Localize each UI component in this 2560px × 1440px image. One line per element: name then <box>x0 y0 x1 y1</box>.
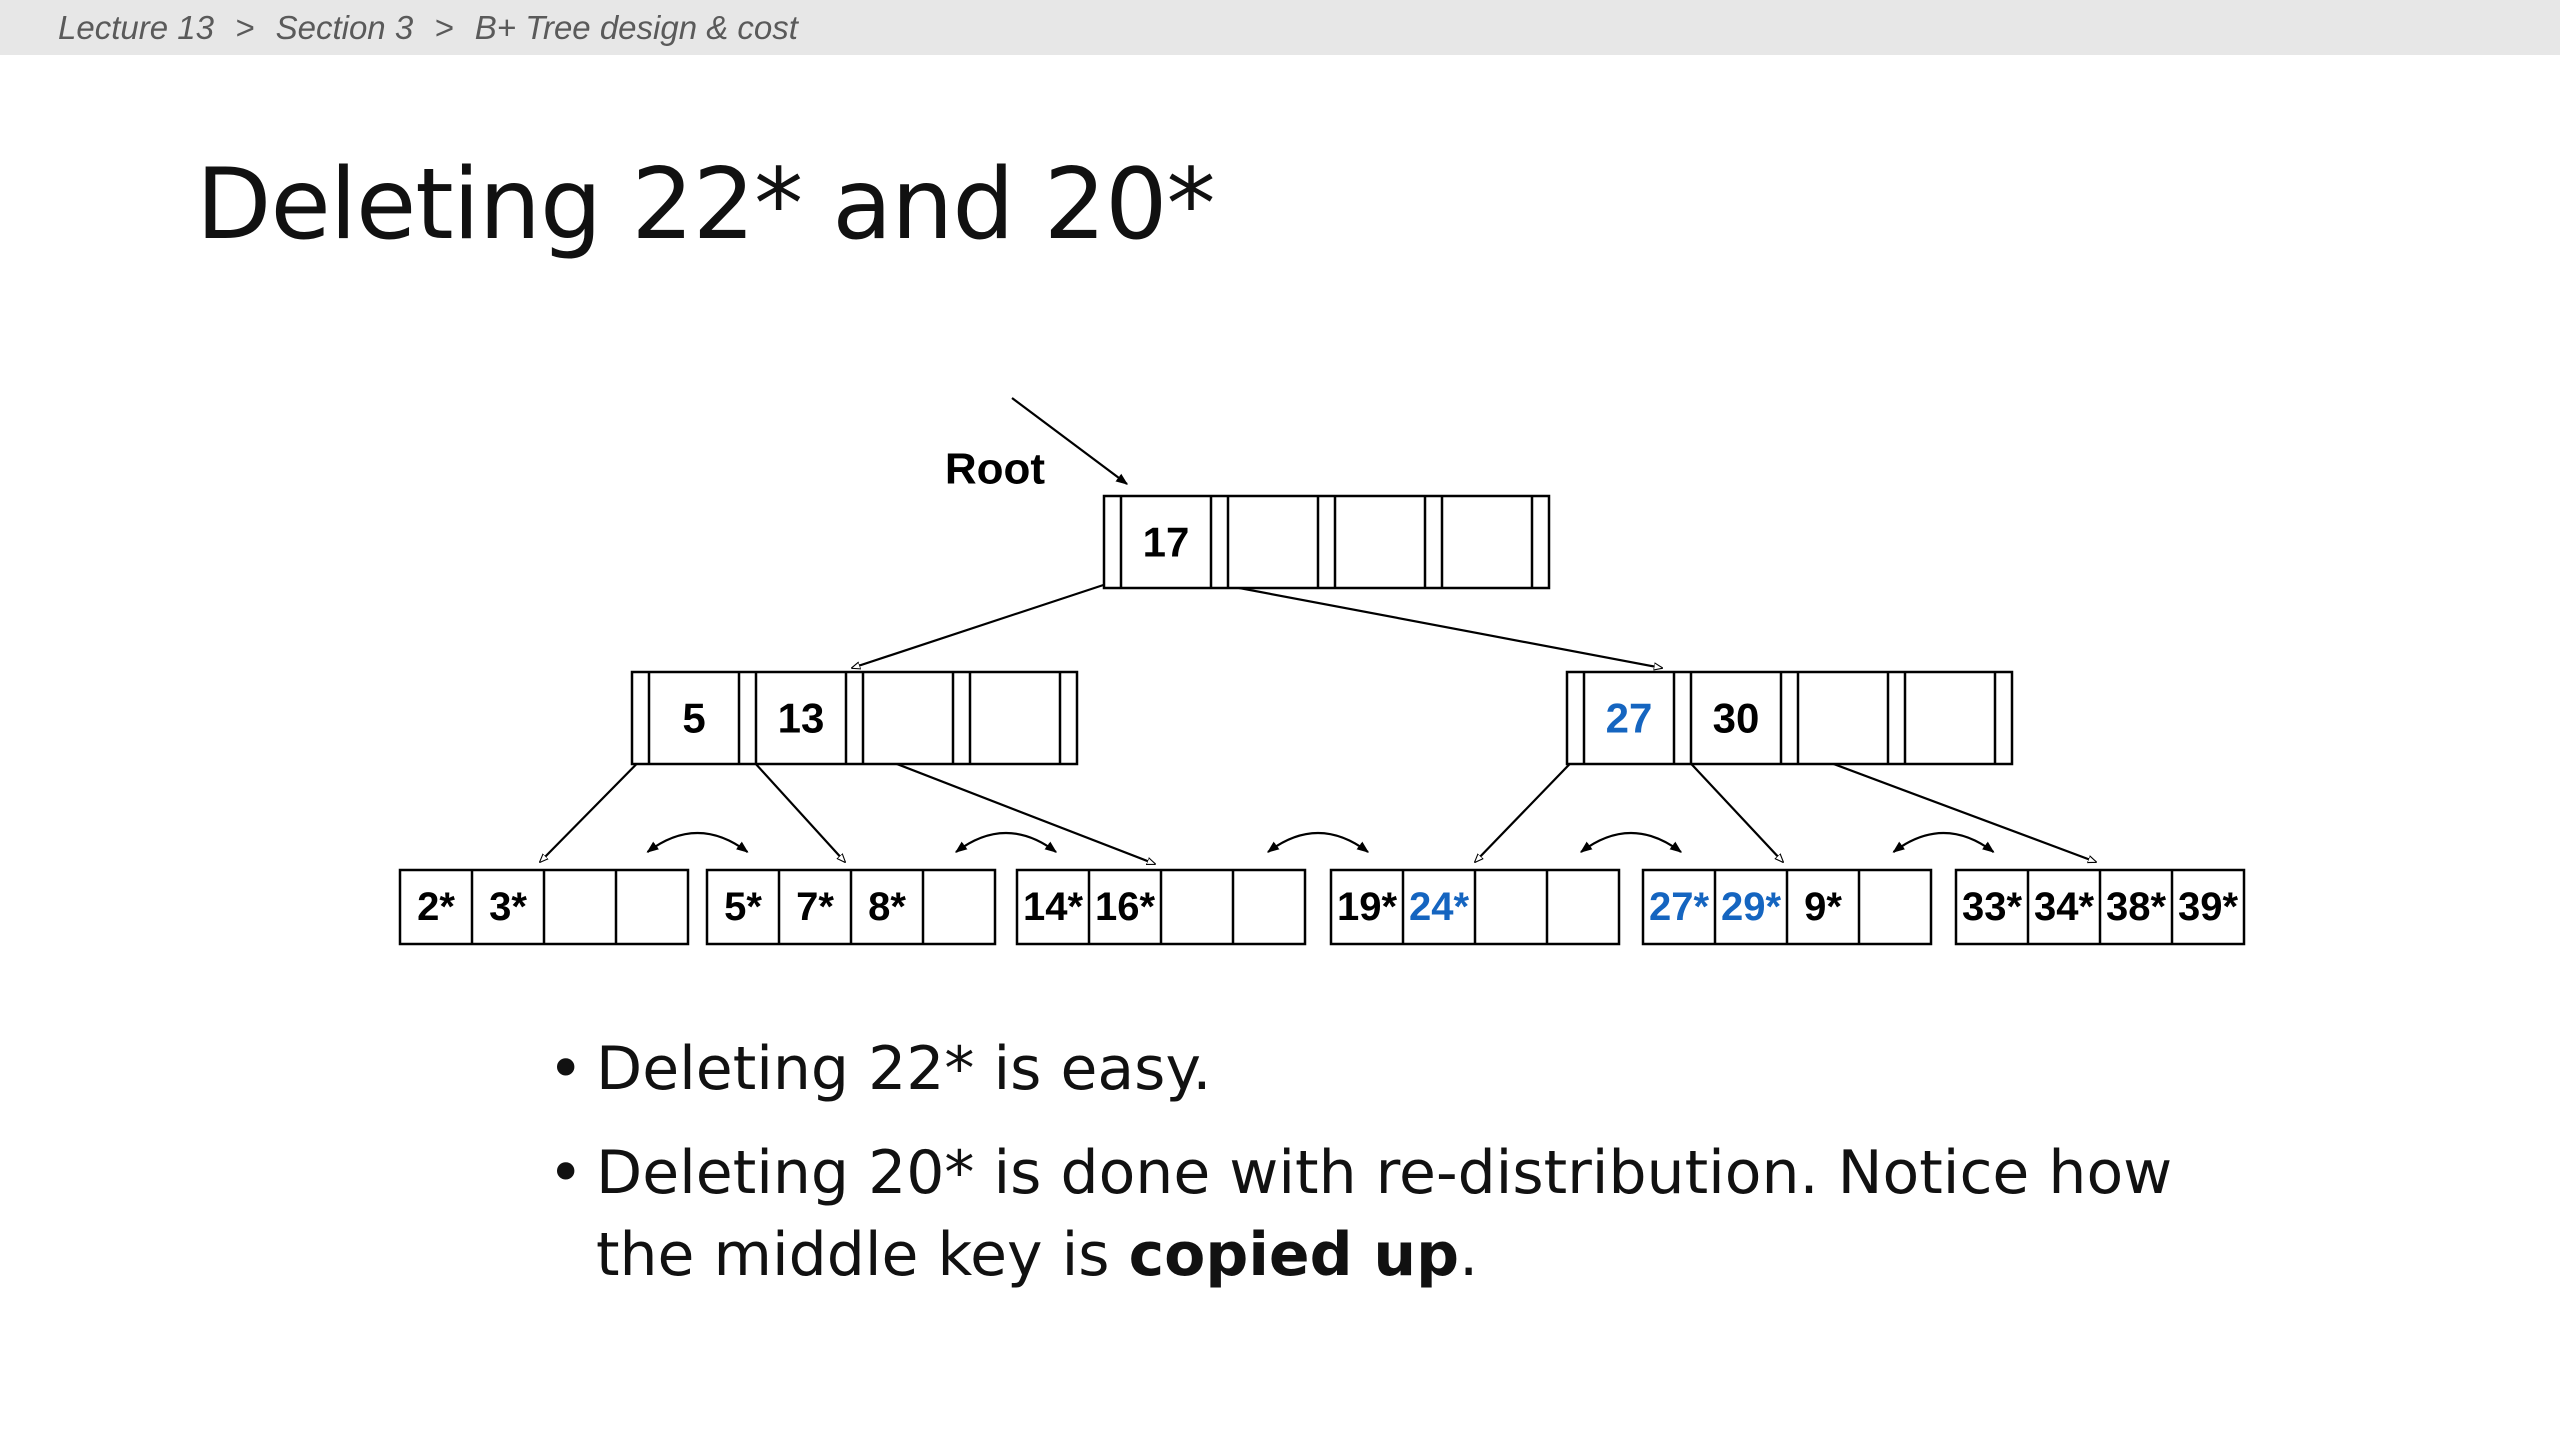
breadcrumb-separator: > <box>235 9 255 46</box>
leaf-node <box>707 870 995 944</box>
sibling-link-arrow <box>1268 833 1368 852</box>
leaf-entry: 38* <box>2105 885 2167 929</box>
tree-edge <box>1475 758 1576 862</box>
tree-edge <box>1208 582 1663 668</box>
leaf-entry: 24* <box>1408 885 1470 929</box>
leaf-entry: 2* <box>417 885 455 929</box>
node-key: 17 <box>1142 518 1190 566</box>
leaf-node <box>1331 870 1619 944</box>
breadcrumb-section[interactable]: Section 3 <box>275 9 414 46</box>
leaf-entry: 34* <box>2033 885 2095 929</box>
leaf-entry: 3* <box>489 885 527 929</box>
leaf-node <box>1643 870 1931 944</box>
bullet-bold-text: copied up <box>1128 1220 1460 1290</box>
tree-edges <box>540 398 2096 864</box>
leaf-entry: 33* <box>1961 885 2023 929</box>
leaf-entry: 27* <box>1648 885 1710 929</box>
leaf-node <box>400 870 688 944</box>
node-key: 27 <box>1605 694 1653 742</box>
leaf-entry: 29* <box>1720 885 1782 929</box>
leaf-entry: 5* <box>724 885 762 929</box>
inner-node <box>1567 672 2012 764</box>
leaf-entry: 39* <box>2177 885 2239 929</box>
leaf-entry: 7* <box>796 885 834 929</box>
leaf-node <box>1956 870 2244 944</box>
bullet-text: Deleting 20* is done with re-distribution. Notice how the middle key is <box>596 1138 2173 1290</box>
leaf-entry: 19* <box>1336 885 1398 929</box>
bullet-item <box>548 1028 2248 1110</box>
leaf-node <box>1017 870 1305 944</box>
leaf-entry: 14* <box>1022 885 1084 929</box>
slide-title: Deleting 22* and 20* <box>196 148 1215 262</box>
tree-edge <box>852 582 1113 668</box>
node-key: 5 <box>682 694 706 742</box>
root-label: Root <box>944 444 1046 494</box>
sibling-link-arrow <box>1894 833 1994 852</box>
sibling-link-arrow <box>1581 833 1681 852</box>
leaf-entry: 9* <box>1804 885 1842 929</box>
node-key: 30 <box>1712 694 1760 742</box>
node-key: 13 <box>777 694 825 742</box>
leaf-entry: 8* <box>868 885 906 929</box>
bullet-list <box>548 1028 2248 1318</box>
breadcrumb-lecture[interactable]: Lecture 13 <box>58 9 214 46</box>
bullet-dot: • <box>548 1034 584 1104</box>
bullet-item <box>548 1132 2248 1296</box>
sibling-link-arrow <box>956 833 1056 852</box>
bullet-dot: • <box>548 1138 584 1208</box>
tree-edge <box>540 760 641 862</box>
breadcrumb-separator: > <box>434 9 454 46</box>
sibling-link-arrow <box>648 833 748 852</box>
root-node <box>1104 496 1549 588</box>
bullet-text-end: . <box>1459 1220 1479 1290</box>
leaf-entry: 16* <box>1094 885 1156 929</box>
bullet-text: Deleting 22* is easy. <box>596 1034 1212 1104</box>
breadcrumb-topic: B+ Tree design & cost <box>474 9 798 46</box>
tree-nodes <box>400 445 2244 945</box>
inner-node <box>632 672 1077 764</box>
